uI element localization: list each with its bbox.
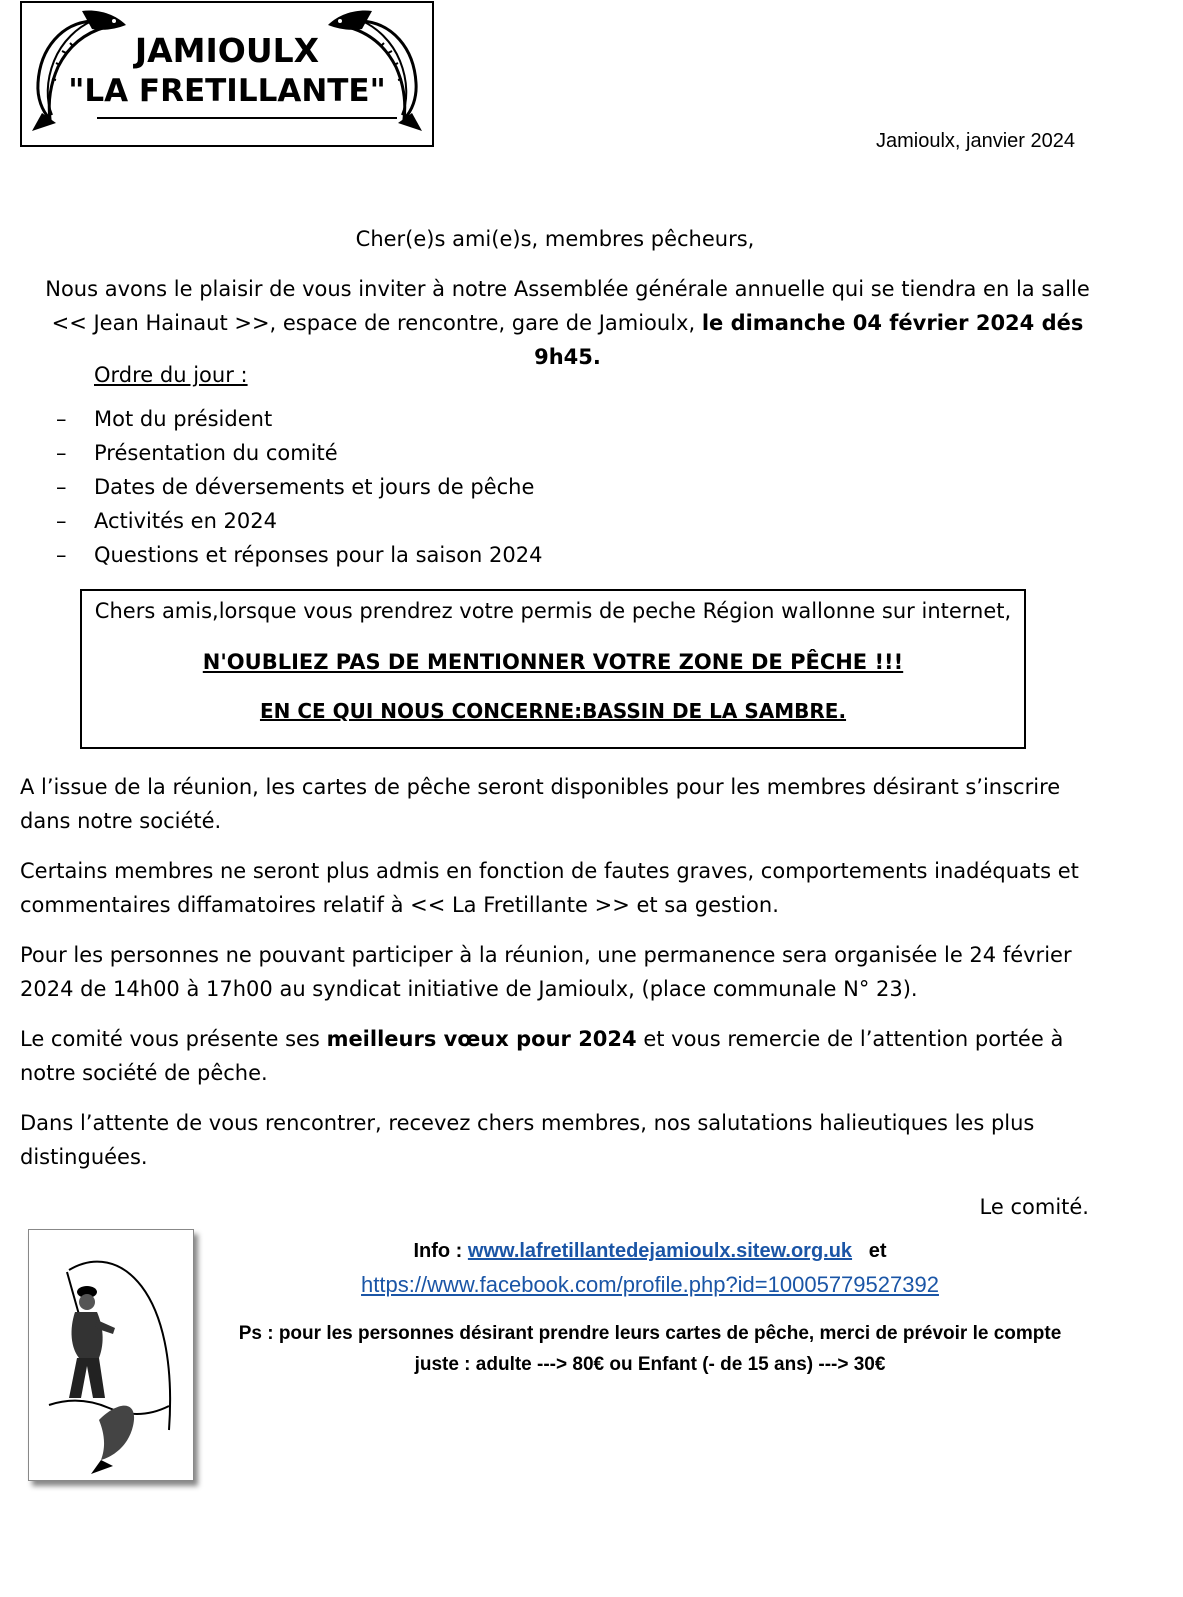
agenda-item-label: Questions et réponses pour la saison 2024 — [94, 543, 543, 567]
fisherman-icon — [29, 1230, 193, 1480]
invitation-text: Nous avons le plaisir de vous inviter à notre Assemblée générale annuelle qui se tiendra en la salle << Jean Hainaut >>, espace de rencontre, gare de Jamioulx, — [45, 277, 1090, 335]
notice-zone: EN CE QUI NOUS CONCERNE:BASSIN DE LA SAMBRE. — [259, 699, 847, 723]
paragraph-wishes — [20, 1022, 1100, 1090]
dash-bullet: – — [56, 509, 67, 533]
paragraph-cards: A l’issue de la réunion, les cartes de pêche seront disponibles pour les membres désirant s’inscrire dans notre société. — [20, 775, 1061, 833]
ps-prices: juste : adulte ---> 80€ ou Enfant (- de 15 ans) ---> 30€ — [414, 1354, 886, 1375]
fisherman-illustration — [28, 1229, 194, 1481]
info-label: Info : — [413, 1240, 463, 1262]
list-item — [56, 470, 542, 504]
greeting: Cher(e)s ami(e)s, membres pêcheurs, — [355, 227, 755, 251]
list-item — [56, 504, 542, 538]
logo-divider — [97, 117, 397, 119]
notice-warning: N'OUBLIEZ PAS DE MENTIONNER VOTRE ZONE DE PÊCHE !!! — [202, 650, 904, 674]
info-and: et — [868, 1240, 887, 1262]
facebook-link[interactable]: https://www.facebook.com/profile.php?id=10005779527392 — [361, 1272, 939, 1297]
paragraph-closing: Dans l’attente de vous rencontrer, recevez chers membres, nos salutations halieutiques les plus distinguées. — [20, 1111, 1035, 1169]
dash-bullet: – — [56, 475, 67, 499]
dash-bullet: – — [56, 543, 67, 567]
website-link[interactable]: www.lafretillantedejamioulx.sitew.org.uk — [467, 1240, 853, 1262]
info-line — [210, 1240, 1090, 1263]
club-logo — [20, 1, 434, 147]
agenda-item-label: Activités en 2024 — [94, 509, 277, 533]
paragraph-exclusion: Certains membres ne seront plus admis en fonction de fautes graves, comportements inadéquats et commentaires diffamatoires relatif à << La Fretillante >> et sa gestion. — [20, 859, 1079, 917]
list-item — [56, 436, 542, 470]
wishes-bold: meilleurs vœux pour 2024 — [326, 1027, 637, 1051]
wishes-text-end: et vous remercie de l’attention portée à notre société de pêche. — [20, 1027, 1064, 1085]
agenda-item-label: Dates de déversements et jours de pêche — [94, 475, 535, 499]
paragraph-permanence: Pour les personnes ne pouvant participer à la réunion, une permanence sera organisée le 24 février 2024 de 14h00 à 17h00 au syndicat initiative de Jamioulx, (place communale N° 23). — [20, 943, 1072, 1001]
facebook-line — [210, 1272, 1090, 1298]
dash-bullet: – — [56, 407, 67, 431]
agenda-item-label: Mot du président — [94, 407, 273, 431]
agenda-title: Ordre du jour : — [94, 363, 248, 387]
notice-line: Chers amis,lorsque vous prendrez votre permis de peche Région wallonne sur internet, — [94, 599, 1012, 623]
list-item — [56, 538, 542, 572]
ps-line: Ps : pour les personnes désirant prendre leurs cartes de pêche, merci de prévoir le compte — [238, 1323, 1062, 1344]
dateline: Jamioulx, janvier 2024 — [876, 130, 1075, 152]
permit-notice-box — [80, 589, 1026, 749]
logo-subtitle: "LA FRETILLANTE" — [68, 73, 386, 109]
logo-title: JAMIOULX — [134, 31, 320, 70]
agenda-item-label: Présentation du comité — [94, 441, 338, 465]
dash-bullet: – — [56, 441, 67, 465]
ps-note — [210, 1318, 1090, 1380]
meeting-date: le dimanche 04 février 2024 dés 9h45. — [534, 311, 1084, 369]
wishes-text: Le comité vous présente ses — [20, 1027, 320, 1051]
agenda-list — [56, 402, 542, 572]
list-item — [56, 402, 542, 436]
signature: Le comité. — [979, 1195, 1089, 1219]
